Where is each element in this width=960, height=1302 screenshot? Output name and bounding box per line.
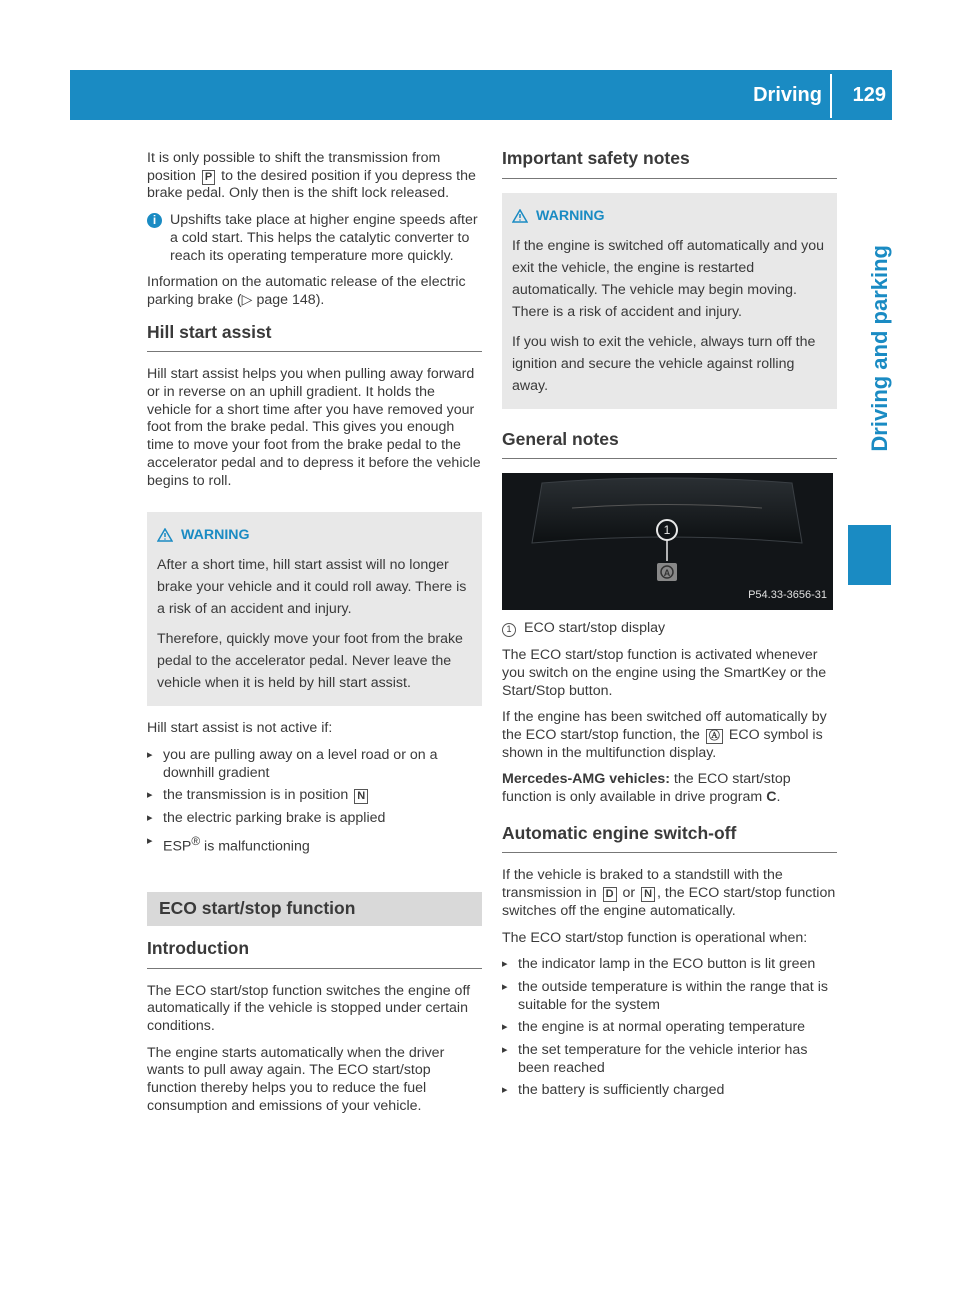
- list-item: [147, 787, 482, 805]
- introduction-heading: Introduction: [147, 940, 482, 969]
- auto-heading-wrap: [502, 822, 837, 854]
- info-text: Upshifts take place at higher engine speeds after a cold start. This helps the catalytic converter to reach its operating temperature more quickly.: [170, 212, 478, 264]
- warning-title: WARNING: [536, 207, 605, 224]
- registered-mark: ®: [191, 833, 201, 848]
- auto-text-b: , the ECO start/stop function switches off the engine automatically.: [502, 885, 836, 919]
- auto-switch-off-heading: Automatic engine switch-off: [502, 825, 837, 854]
- hill-paragraph: Hill start assist helps you when pulling away forward or in reverse on an uphill gradient. It holds the vehicle for a short time after you have removed your foot from the brake pedal. This gives you enough time to move your foot from the brake pedal to the accelerator pedal and to depress it before the vehicle begins to roll.: [147, 366, 481, 489]
- gear-p-key: P: [202, 170, 215, 185]
- hill-heading-wrap: [147, 321, 482, 353]
- list-item: ▸ you are pulling away on a level road or on a downhill gradient: [147, 747, 482, 782]
- svg-text:A: A: [663, 568, 671, 579]
- warning-triangle-icon: [157, 528, 173, 542]
- info-note: [147, 212, 482, 265]
- gear-d-key: D: [603, 887, 617, 902]
- warning-triangle-icon: [512, 209, 528, 223]
- amg-text: the ECO start/stop function is only available in drive program: [502, 771, 791, 806]
- shift-text-rest: to the desired position if you depress the brake pedal. Only then is the shift lock released.: [147, 167, 476, 202]
- shift-paragraph: [147, 150, 482, 203]
- parking-brake-text: Information on the automatic release of the electric parking brake (: [147, 274, 466, 308]
- list-item: ▸ the indicator lamp in the ECO button is lit green: [502, 956, 837, 974]
- left-column: [147, 150, 482, 1125]
- safety-heading-wrap: [502, 150, 837, 179]
- list-item-text: the transmission is in position: [163, 787, 349, 804]
- parking-brake-ref: [147, 274, 482, 309]
- safety-heading: Important safety notes: [502, 150, 837, 179]
- general-paragraph-2-rest: ECO symbol is shown in the multifunction display.: [502, 726, 823, 761]
- page-ref-arrow-icon: ▷: [241, 291, 253, 308]
- callout-1-icon: 1: [502, 623, 516, 637]
- info-icon: i: [147, 213, 162, 228]
- gear-n-key: N: [641, 887, 655, 902]
- general-paragraph-2: [502, 709, 837, 762]
- list-item: ▸ the set temperature for the vehicle interior has been reached: [502, 1042, 837, 1077]
- section-title: Driving: [753, 84, 822, 106]
- list-item: ▸ the electric parking brake is applied: [147, 810, 482, 828]
- amg-lead: Mercedes-AMG vehicles:: [502, 771, 670, 788]
- list-item: ▸ the outside temperature is within the range that is suitable for the system: [502, 979, 837, 1014]
- warning-text-1: If the engine is switched off automatically and you exit the vehicle, the engine is restarted automatically. The vehicle may begin moving. There is a risk of accident and injury.: [512, 237, 825, 320]
- sidebar-marker: [848, 525, 891, 585]
- auto-text-a: If the vehicle is braked to a standstill with the transmission in: [502, 867, 783, 902]
- list-item: ▸ the battery is sufficiently charged: [502, 1082, 837, 1100]
- not-active-list: [147, 747, 482, 856]
- header-divider: [830, 74, 832, 118]
- eco-display-figure: [502, 473, 833, 610]
- general-paragraph-1: The ECO start/stop function is activated whenever you switch on the engine using the SmartKey or the Start/Stop button.: [502, 647, 827, 699]
- eco-warning-box: [502, 193, 837, 409]
- general-heading-wrap: [502, 428, 837, 460]
- auto-paragraph-2: The ECO start/stop function is operational when:: [502, 929, 808, 946]
- hill-start-heading: Hill start assist: [147, 324, 482, 353]
- esp-text: ESP: [163, 838, 192, 855]
- gear-n-key: N: [354, 789, 368, 804]
- warning-text-2: Therefore, quickly move your foot from the brake pedal to the accelerator pedal. Never leave the vehicle when it is held by hill start assist.: [157, 631, 463, 692]
- sidebar-chapter: [862, 245, 904, 510]
- right-column: [502, 150, 837, 1109]
- warning-title: WARNING: [181, 527, 250, 544]
- intro-paragraph-2: The engine starts automatically when the driver wants to pull away again. The ECO start/stop function thereby helps you to reduce the fuel consumption and emissions of your vehicle.: [147, 1044, 445, 1114]
- list-item: ▸ the engine is at normal operating temperature: [502, 1019, 837, 1037]
- page-number: 129: [852, 84, 886, 106]
- warning-text-1: After a short time, hill start assist will no longer brake your vehicle and it could roll away. There is a risk of an accident and injury.: [157, 557, 467, 618]
- general-paragraph-2-text: If the engine has been switched off automatically by the ECO start/stop function, the: [502, 709, 827, 743]
- header-bar: [70, 70, 892, 120]
- figure-callout-label: 1: [663, 523, 671, 538]
- intro-paragraph-1: The ECO start/stop function switches the engine off automatically if the vehicle is stopped under certain conditions.: [147, 982, 471, 1035]
- not-active-intro: Hill start assist is not active if:: [147, 720, 333, 737]
- figure-code: P54.33-3656-31: [748, 588, 827, 601]
- eco-section-band: ECO start/stop function: [147, 892, 482, 926]
- operational-list: [502, 956, 837, 1100]
- warning-title-row: [512, 205, 827, 227]
- amg-paragraph: Mercedes-AMG vehicles: the ECO start/stop function is only available in drive program C.: [502, 771, 791, 806]
- figure-caption: [502, 620, 837, 638]
- auto-paragraph-1: [502, 867, 837, 920]
- hill-warning-box: [147, 512, 482, 706]
- warning-text-2: If you wish to exit the vehicle, always turn off the ignition and secure the vehicle against rolling away.: [512, 333, 816, 394]
- caption-text: ECO start/stop display: [524, 620, 666, 637]
- general-notes-heading: General notes: [502, 431, 837, 460]
- intro-heading-wrap: [147, 937, 482, 969]
- eco-symbol-icon: Ⓐ: [706, 729, 723, 744]
- warning-title-row: [157, 524, 472, 546]
- page-ref-link[interactable]: page 148).: [256, 291, 325, 308]
- sidebar-chapter-title: Driving and parking: [867, 245, 892, 452]
- drive-program-c: C: [766, 789, 777, 806]
- shift-text: It is only possible to shift the transmission from position: [147, 150, 441, 184]
- esp-rest: is malfunctioning: [200, 838, 310, 855]
- auto-or: or: [622, 885, 636, 902]
- list-item: [147, 833, 482, 856]
